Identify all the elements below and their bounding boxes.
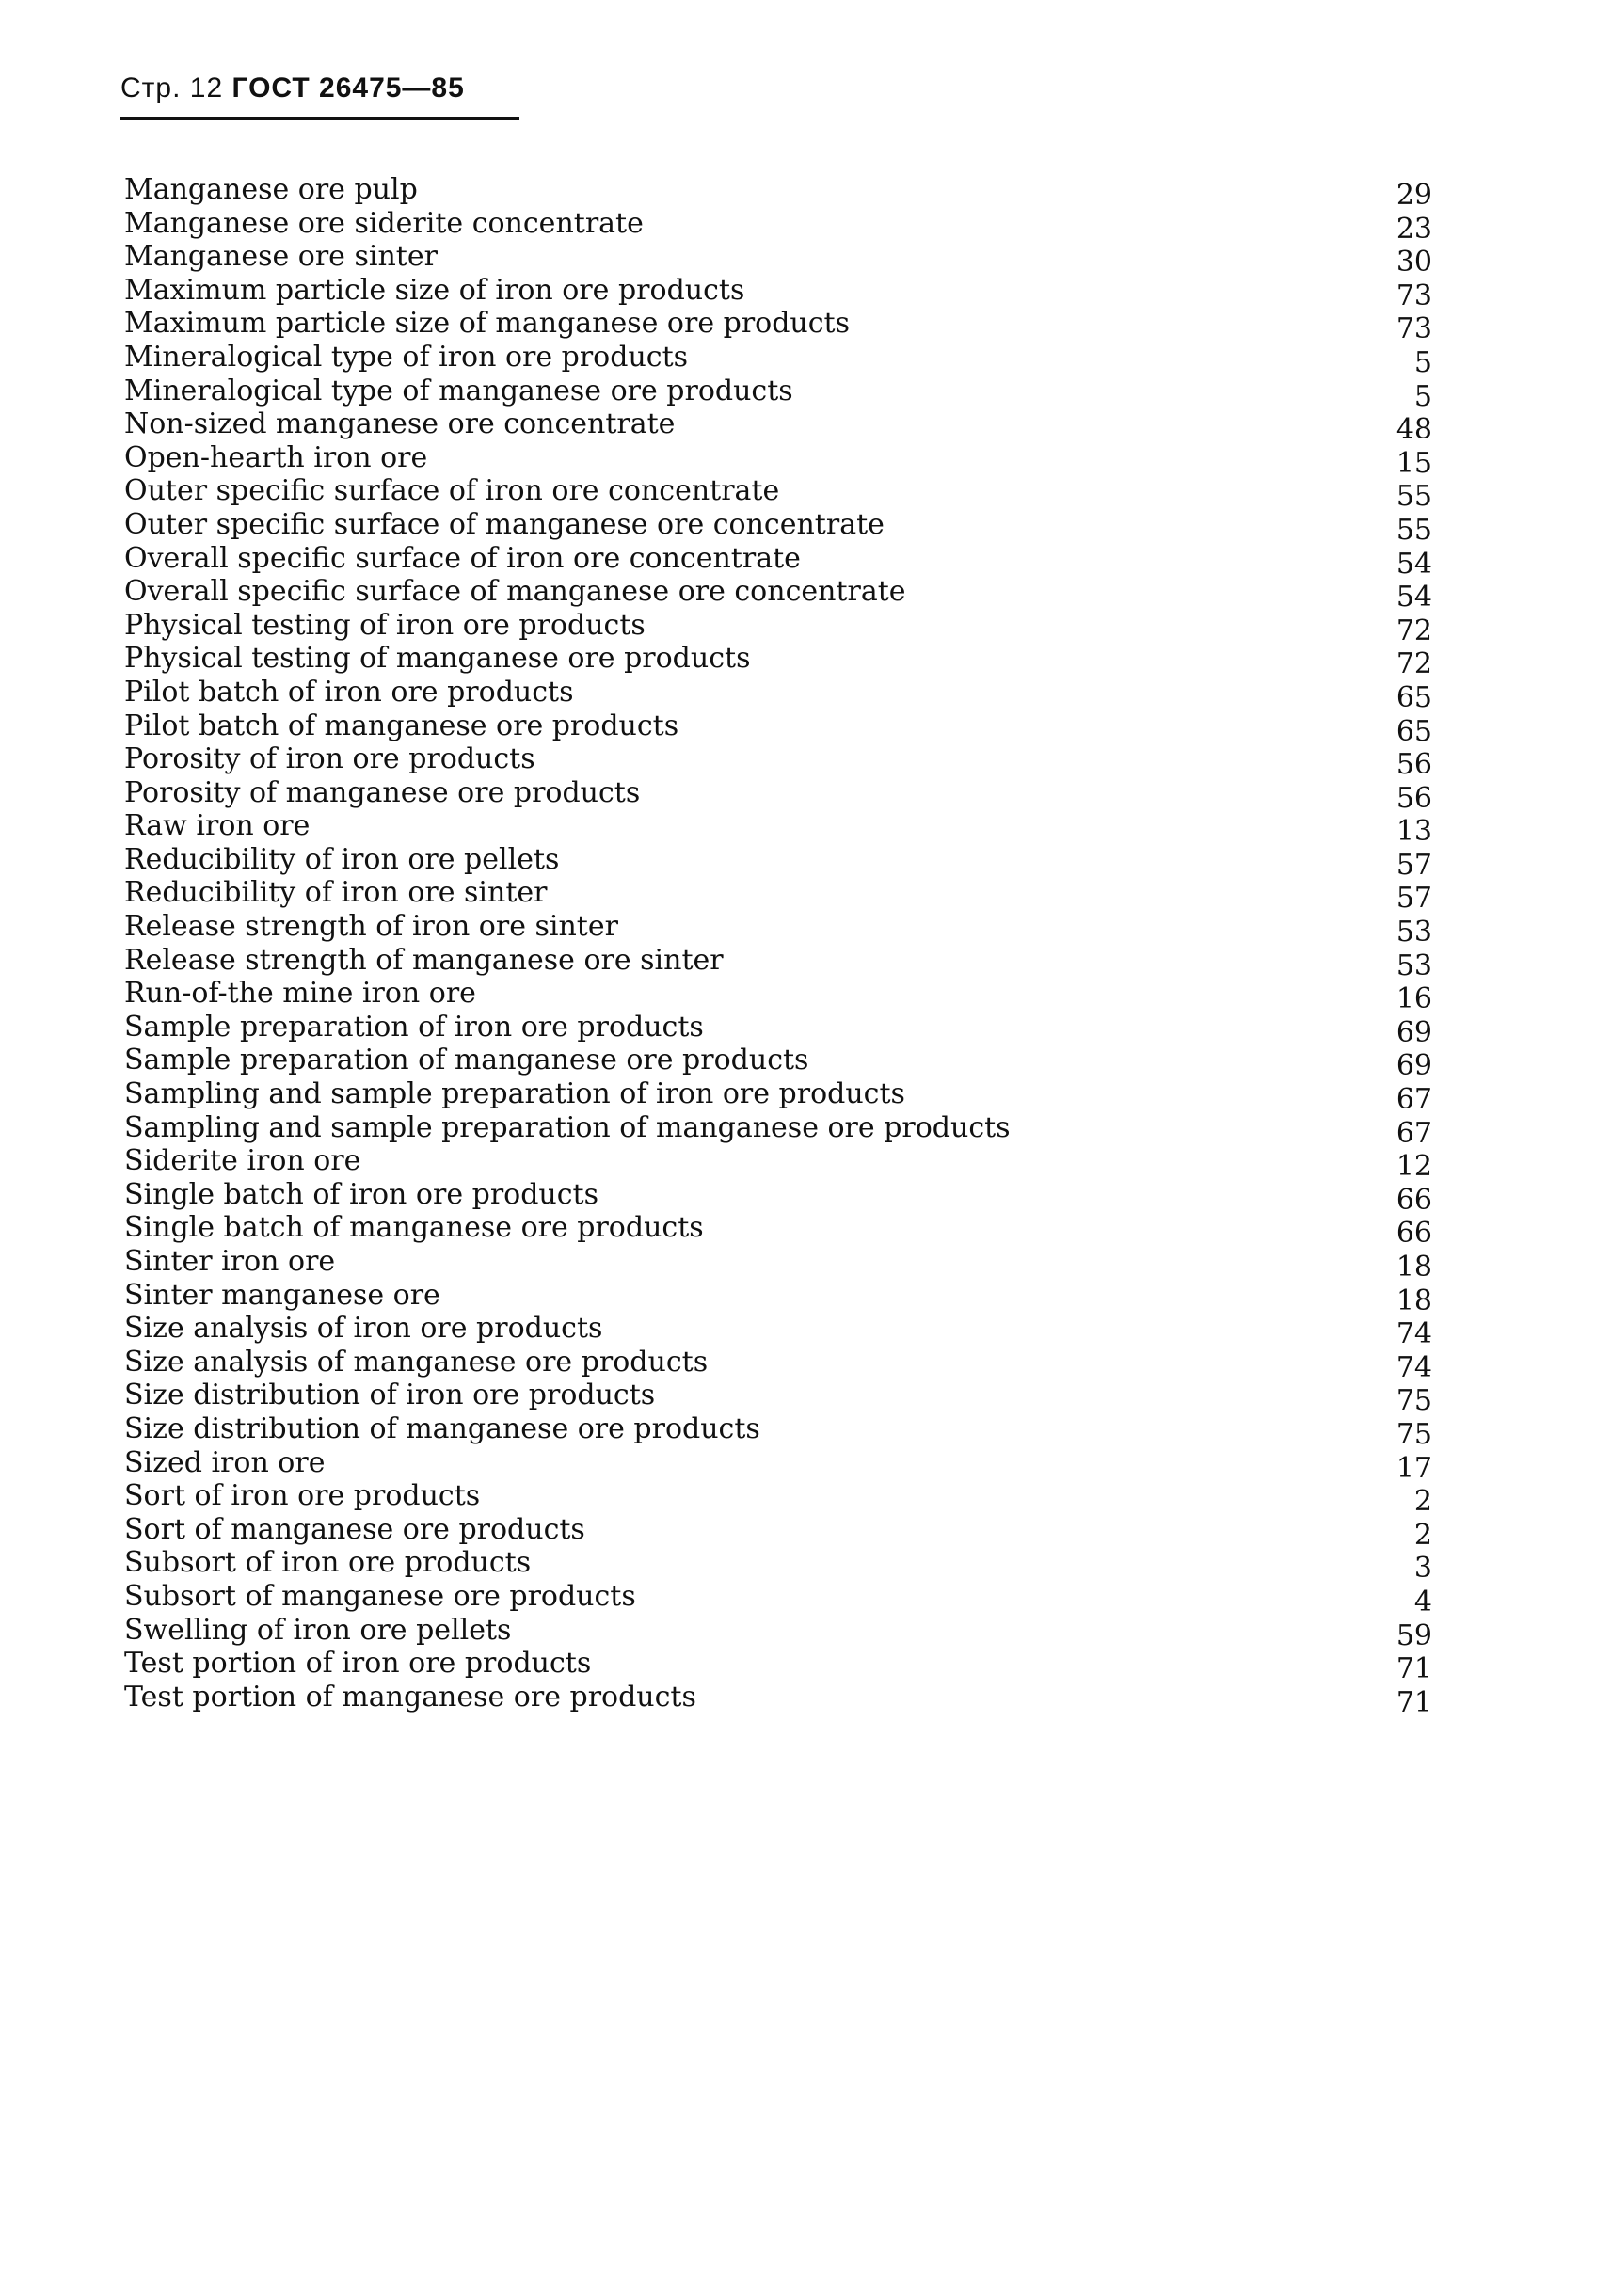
index-entry <box>124 977 1432 1016</box>
index-entry <box>124 809 1432 849</box>
index-page-number: 53 <box>1396 949 1432 982</box>
index-term: Sampling and sample preparation of manganese ore products <box>124 1110 1011 1144</box>
index-term: Manganese ore sinter <box>124 240 438 274</box>
index-term: Single batch of iron ore products <box>124 1177 598 1211</box>
index-entry <box>124 642 1432 681</box>
index-page-number: 18 <box>1396 1251 1432 1284</box>
index-page-number: 12 <box>1396 1150 1432 1184</box>
index-page-number: 66 <box>1396 1217 1432 1251</box>
index-term: Test portion of manganese ore products <box>124 1680 696 1714</box>
index-entry <box>124 307 1432 346</box>
index-entry <box>124 1245 1432 1284</box>
index-entry <box>124 709 1432 748</box>
index-term: Run-of-the mine iron ore <box>124 977 476 1011</box>
index-entry <box>124 1647 1432 1686</box>
index-entry <box>124 1177 1432 1217</box>
index-page-number: 74 <box>1396 1350 1432 1384</box>
index-page-number: 66 <box>1396 1183 1432 1217</box>
index-term: Open-hearth iron ore <box>124 440 428 474</box>
index-term: Size analysis of iron ore products <box>124 1312 603 1346</box>
index-term: Maximum particle size of iron ore products <box>124 273 745 307</box>
index-term: Reducibility of iron ore sinter <box>124 876 548 910</box>
index-term: Sort of manganese ore products <box>124 1512 585 1546</box>
index-entry <box>124 1479 1432 1519</box>
index-entry <box>124 742 1432 782</box>
page-number-label: Стр. 12 <box>120 72 224 104</box>
index-entry <box>124 1579 1432 1618</box>
index-entry <box>124 1077 1432 1117</box>
index-entry <box>124 407 1432 447</box>
index-entry <box>124 1512 1432 1552</box>
index-page-number: 5 <box>1413 345 1432 379</box>
index-page-number: 16 <box>1396 982 1432 1016</box>
index-entry <box>124 340 1432 379</box>
index-page-number: 57 <box>1396 882 1432 916</box>
index-page-number: 2 <box>1413 1485 1432 1519</box>
index-page-number: 3 <box>1413 1552 1432 1586</box>
index-entry <box>124 1445 1432 1485</box>
index-term: Subsort of iron ore products <box>124 1546 532 1580</box>
index-term: Outer specific surface of iron ore concentrate <box>124 474 780 508</box>
index-term: Overall specific surface of manganese ore concentrate <box>124 575 906 609</box>
index-page-number: 48 <box>1396 413 1432 447</box>
index-entry <box>124 1211 1432 1251</box>
index-page-number: 18 <box>1396 1284 1432 1317</box>
index-term: Physical testing of iron ore products <box>124 608 646 642</box>
index-term: Size distribution of manganese ore products <box>124 1411 760 1445</box>
header-rule <box>120 117 519 120</box>
index-entry <box>124 1379 1432 1418</box>
index-entry <box>124 842 1432 882</box>
running-header <box>120 68 519 109</box>
index-term: Physical testing of manganese ore products <box>124 642 751 676</box>
index-page-number: 5 <box>1413 379 1432 413</box>
index-page-number: 65 <box>1396 680 1432 714</box>
index-page-number: 73 <box>1396 312 1432 346</box>
index-entry <box>124 1278 1432 1317</box>
index-entry <box>124 273 1432 312</box>
index-page-number: 69 <box>1396 1015 1432 1049</box>
index-entry <box>124 943 1432 982</box>
index-page-number: 13 <box>1396 815 1432 849</box>
index-term: Pilot batch of manganese ore products <box>124 709 679 742</box>
index-entry <box>124 1110 1432 1150</box>
page-header <box>120 68 519 124</box>
index-page-number: 71 <box>1396 1652 1432 1686</box>
index-page-number: 2 <box>1413 1518 1432 1552</box>
index-entry <box>124 1345 1432 1384</box>
index-term: Release strength of iron ore sinter <box>124 910 618 944</box>
index-entry <box>124 775 1432 815</box>
index-page-number: 75 <box>1396 1417 1432 1451</box>
index-page-number: 29 <box>1396 179 1432 212</box>
index-term: Porosity of manganese ore products <box>124 775 641 809</box>
index-term: Manganese ore pulp <box>124 173 418 206</box>
index-entry <box>124 173 1432 212</box>
index-term: Sample preparation of iron ore products <box>124 1010 704 1044</box>
index-term: Porosity of iron ore products <box>124 742 535 776</box>
index-page-number: 57 <box>1396 848 1432 882</box>
index-term: Sort of iron ore products <box>124 1479 481 1513</box>
index-entry <box>124 440 1432 480</box>
index-entry <box>124 608 1432 647</box>
index-page-number: 53 <box>1396 916 1432 949</box>
index-page-number: 56 <box>1396 781 1432 815</box>
index-term: Subsort of manganese ore products <box>124 1579 636 1613</box>
index-term: Single batch of manganese ore products <box>124 1211 704 1245</box>
index-term: Mineralogical type of iron ore products <box>124 340 689 374</box>
index-page-number: 72 <box>1396 614 1432 647</box>
index-entry <box>124 1144 1432 1184</box>
index-page-number: 67 <box>1396 1083 1432 1117</box>
index-term: Siderite iron ore <box>124 1144 361 1178</box>
index-entry <box>124 1613 1432 1652</box>
index-page-number: 23 <box>1396 212 1432 246</box>
index-entry <box>124 675 1432 714</box>
index-page-number: 74 <box>1396 1317 1432 1351</box>
index-page-number: 69 <box>1396 1049 1432 1083</box>
index-term: Size distribution of iron ore products <box>124 1379 656 1412</box>
index-entry <box>124 1680 1432 1719</box>
index-term: Test portion of iron ore products <box>124 1647 592 1681</box>
index-term: Pilot batch of iron ore products <box>124 675 574 709</box>
index-entry <box>124 474 1432 514</box>
index-term: Outer specific surface of manganese ore concentrate <box>124 507 885 541</box>
index-page-number: 71 <box>1396 1685 1432 1719</box>
index-page-number: 54 <box>1396 547 1432 581</box>
index-page-number: 67 <box>1396 1116 1432 1150</box>
index-entry <box>124 374 1432 413</box>
index-page-number: 54 <box>1396 581 1432 614</box>
index-term: Release strength of manganese ore sinter <box>124 943 724 977</box>
index-term: Size analysis of manganese ore products <box>124 1345 709 1379</box>
index-page-number: 73 <box>1396 279 1432 312</box>
index-entry <box>124 1044 1432 1083</box>
index-term: Reducibility of iron ore pellets <box>124 842 560 876</box>
index-page-number: 4 <box>1413 1585 1432 1618</box>
index-page-number: 30 <box>1396 246 1432 279</box>
index-term: Sinter iron ore <box>124 1245 336 1278</box>
index-page-number: 55 <box>1396 480 1432 514</box>
index-page-number: 15 <box>1396 446 1432 480</box>
index-entry <box>124 876 1432 916</box>
index-page-number: 55 <box>1396 513 1432 547</box>
index-term: Sample preparation of manganese ore products <box>124 1044 809 1077</box>
subject-index-list <box>124 173 1432 1719</box>
index-term: Maximum particle size of manganese ore products <box>124 307 851 341</box>
index-page-number: 17 <box>1396 1451 1432 1485</box>
index-term: Mineralogical type of manganese ore products <box>124 374 793 407</box>
index-term: Non-sized manganese ore concentrate <box>124 407 676 441</box>
index-entry <box>124 1411 1432 1451</box>
index-entry <box>124 206 1432 246</box>
standard-designation: ГОСТ 26475—85 <box>231 72 465 104</box>
index-term: Manganese ore siderite concentrate <box>124 206 644 240</box>
index-entry <box>124 1312 1432 1351</box>
index-entry <box>124 575 1432 614</box>
index-entry <box>124 1546 1432 1586</box>
index-page-number: 72 <box>1396 647 1432 681</box>
index-page-number: 56 <box>1396 748 1432 782</box>
index-term: Overall specific surface of iron ore concentrate <box>124 541 801 575</box>
index-term: Sized iron ore <box>124 1445 326 1479</box>
index-entry <box>124 240 1432 279</box>
index-page-number: 59 <box>1396 1618 1432 1652</box>
index-entry <box>124 507 1432 547</box>
index-term: Swelling of iron ore pellets <box>124 1613 512 1647</box>
index-entry <box>124 1010 1432 1049</box>
index-term: Sinter manganese ore <box>124 1278 440 1312</box>
index-page-number: 65 <box>1396 714 1432 748</box>
index-page-number: 75 <box>1396 1384 1432 1418</box>
index-term: Sampling and sample preparation of iron ore products <box>124 1077 905 1111</box>
index-entry <box>124 541 1432 581</box>
index-entry <box>124 910 1432 949</box>
index-term: Raw iron ore <box>124 809 311 843</box>
